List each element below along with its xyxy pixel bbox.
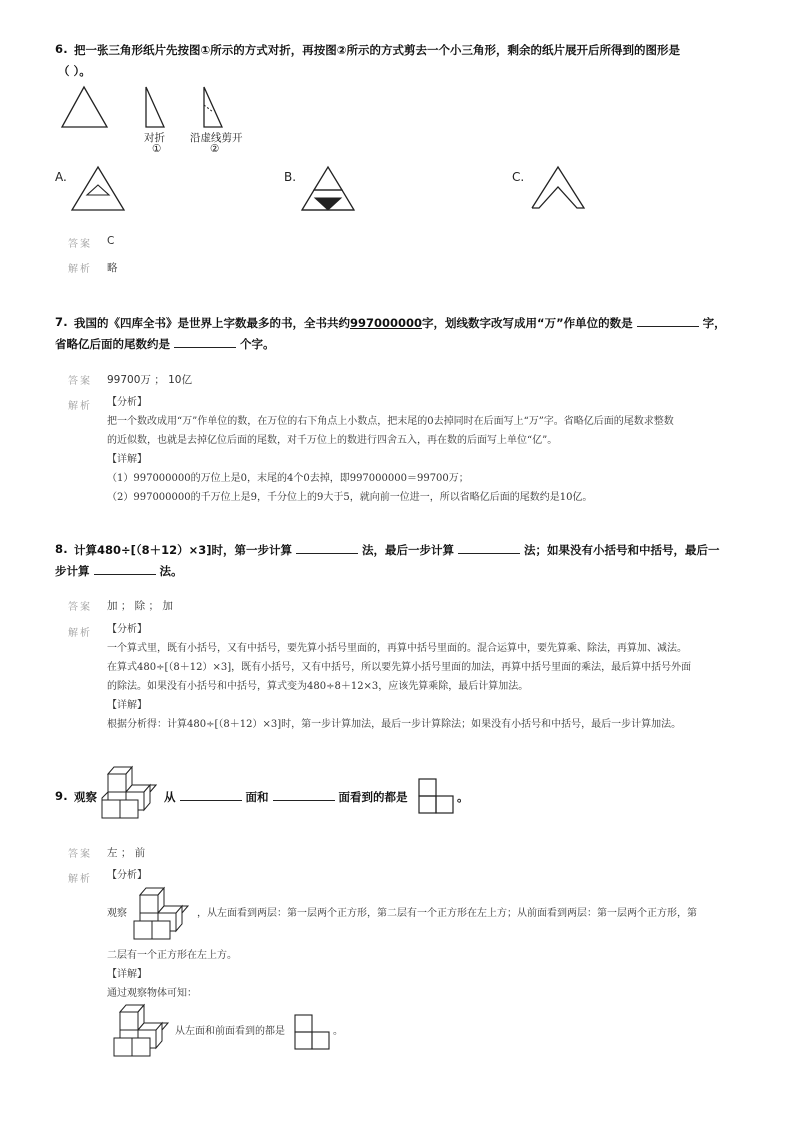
q9-text-d: 面看到的都是: [338, 790, 408, 804]
q7-underlined-number: 997000000: [350, 316, 423, 330]
q7-analysis-line: 【分析】: [107, 397, 147, 408]
q7-text-b: 字，划线数字改写成用“万”作单位的数是: [422, 316, 633, 330]
q8-blank-2[interactable]: [458, 542, 520, 554]
q8-text-line2b: 法。: [159, 564, 183, 578]
option-a-figure: [70, 165, 126, 213]
q9-analysis-label: 解析: [68, 874, 92, 885]
q8-analysis-line: 一个算式里，既有小括号，又有中括号，要先算小括号里面的，再算中括号里面的。混合运算中，要先算乘、除法，再算加、减法。: [107, 643, 687, 654]
q9-analysis-line1: ，从左面看到两层：第一层两个正方形，第二层有一个正方形在左上方；从前面看到两层：第一层两个正方形，第: [197, 908, 697, 919]
option-c-figure: [530, 165, 586, 213]
q8-analysis-label: 解析: [68, 628, 92, 639]
q8-analysis-line: 【详解】: [107, 700, 147, 711]
q7-text-a: 我国的《四库全书》是世界上字数最多的书，全书共约: [74, 316, 350, 330]
q8-answer: 加 ； 除 ； 加: [107, 600, 173, 612]
option-c-label: C.: [512, 170, 525, 184]
q9-detail-line: 通过观察物体可知：: [107, 988, 197, 999]
q7-text-c: 字，: [702, 316, 726, 330]
q7-analysis-label: 解析: [68, 401, 92, 412]
q8-text-line2a: 步计算: [55, 564, 90, 578]
q7-blank-2[interactable]: [174, 336, 236, 348]
q8-analysis-block: [107, 620, 691, 734]
q8-answer-label: 答案: [68, 602, 92, 613]
q9-text-a: 观察: [74, 790, 97, 804]
q7-blank-1[interactable]: [637, 315, 699, 327]
q9-detail-end: 。: [333, 1026, 343, 1037]
q6-answer: C: [107, 235, 115, 247]
fig1-label: 对折: [144, 132, 165, 144]
q9-text-b: 从: [164, 790, 176, 804]
q8-text-line2: [55, 563, 183, 579]
fig2-label: 沿虚线剪开: [190, 132, 243, 144]
q7-answer-label: 答案: [68, 376, 92, 387]
q7-text-line1: [74, 315, 726, 331]
fig2-number: ②: [210, 143, 220, 155]
cube-stack-figure-detail: [112, 1002, 172, 1062]
q7-analysis-line: 的近似数，也就是去掉亿位后面的尾数，对千万位上的数进行四舍五入，再在数的后面写上单位“亿”。: [107, 435, 558, 446]
view-shape-figure-detail: [294, 1014, 332, 1050]
q8-analysis-line: 在算式480÷[（8＋12）×3]，既有小括号，又有中括号，所以要先算小括号里面的加法，再算中括号里面的乘法，最后算中括号外面: [107, 662, 692, 673]
cube-stack-figure-analysis: [132, 885, 192, 945]
q7-text-line2: [55, 336, 275, 352]
q6-analysis-label: 解析: [68, 264, 92, 275]
option-a-label: A.: [55, 170, 67, 184]
fig1-number: ①: [152, 143, 162, 155]
q6-text-line1: 把一张三角形纸片先按图①所示的方式对折，再按图②所示的方式剪去一个小三角形，剩余的纸片展开后所得到的图形是: [74, 43, 680, 57]
q9-detail-head: 【详解】: [107, 969, 147, 980]
cut-triangle-figure: [198, 85, 228, 130]
q6-answer-label: 答案: [68, 239, 92, 250]
q7-text-line2b: 个字。: [240, 337, 275, 351]
q9-blank-1[interactable]: [180, 789, 242, 801]
q8-blank-3[interactable]: [94, 563, 156, 575]
q9-analysis-line2: 二层有一个正方形在左上方。: [107, 950, 237, 961]
q8-text-line1: [74, 542, 720, 558]
q8-text-c: 法；如果没有小括号和中括号，最后一: [524, 543, 720, 557]
q8-blank-1[interactable]: [296, 542, 358, 554]
q9-text-line1: [164, 789, 408, 805]
q7-analysis-block: [107, 393, 674, 507]
q6-text-line2: （ ）。: [58, 64, 91, 78]
q9-analysis-obs: 观察: [107, 908, 127, 919]
q8-text-a: 计算480÷[（8＋12）×3]时，第一步计算: [74, 543, 293, 557]
q9-answer-label: 答案: [68, 849, 92, 860]
q7-analysis-line: （1）997000000的万位上是0，末尾的4个0去掉，即997000000＝99700万；: [107, 473, 469, 484]
q9-answer: 左 ； 前: [107, 847, 146, 859]
q7-analysis-line: （2）997000000的千万位上是9，千分位上的9大于5，就向前一位进一，所以省略亿后面的尾数约是10亿。: [107, 492, 593, 503]
q9-blank-2[interactable]: [273, 789, 335, 801]
q7-analysis-line: 【详解】: [107, 454, 147, 465]
q9-text-c: 面和: [245, 790, 269, 804]
q8-number: 8.: [55, 542, 68, 556]
q8-text-b: 法，最后一步计算: [362, 543, 455, 557]
q6-analysis: 略: [107, 262, 118, 274]
option-b-figure: [300, 165, 356, 213]
q9-number: 9.: [55, 789, 68, 803]
q9-text-e: 。: [457, 790, 469, 804]
view-shape-figure: [418, 778, 456, 814]
q8-analysis-line: 根据分析得：计算480÷[（8＋12）×3]时，第一步计算加法，最后一步计算除法；如果没有小括号和中括号，最后一步计算加法。: [107, 719, 682, 730]
q9-detail-tail: 从左面和前面看到的都是: [175, 1026, 285, 1037]
q7-text-line2a: 省略亿后面的尾数约是: [55, 337, 170, 351]
q6-number: 6.: [55, 42, 68, 56]
full-triangle-figure: [60, 85, 110, 130]
q9-analysis-head: 【分析】: [107, 870, 147, 881]
cube-stack-figure: [100, 764, 160, 824]
q8-analysis-line: 的除法。如果没有小括号和中括号，算式变为480÷8＋12×3，应该先算乘除，最后计算加法。: [107, 681, 529, 692]
q7-number: 7.: [55, 315, 68, 329]
option-b-label: B.: [284, 170, 297, 184]
q7-analysis-line: 把一个数改成用“万”作单位的数，在万位的右下角点上小数点，把末尾的0去掉同时在后面写上“万”字。省略亿后面的尾数求整数: [107, 416, 674, 427]
q7-answer: 99700万 ； 10亿: [107, 374, 192, 386]
folded-triangle-figure: [140, 85, 170, 130]
q8-analysis-line: 【分析】: [107, 624, 147, 635]
